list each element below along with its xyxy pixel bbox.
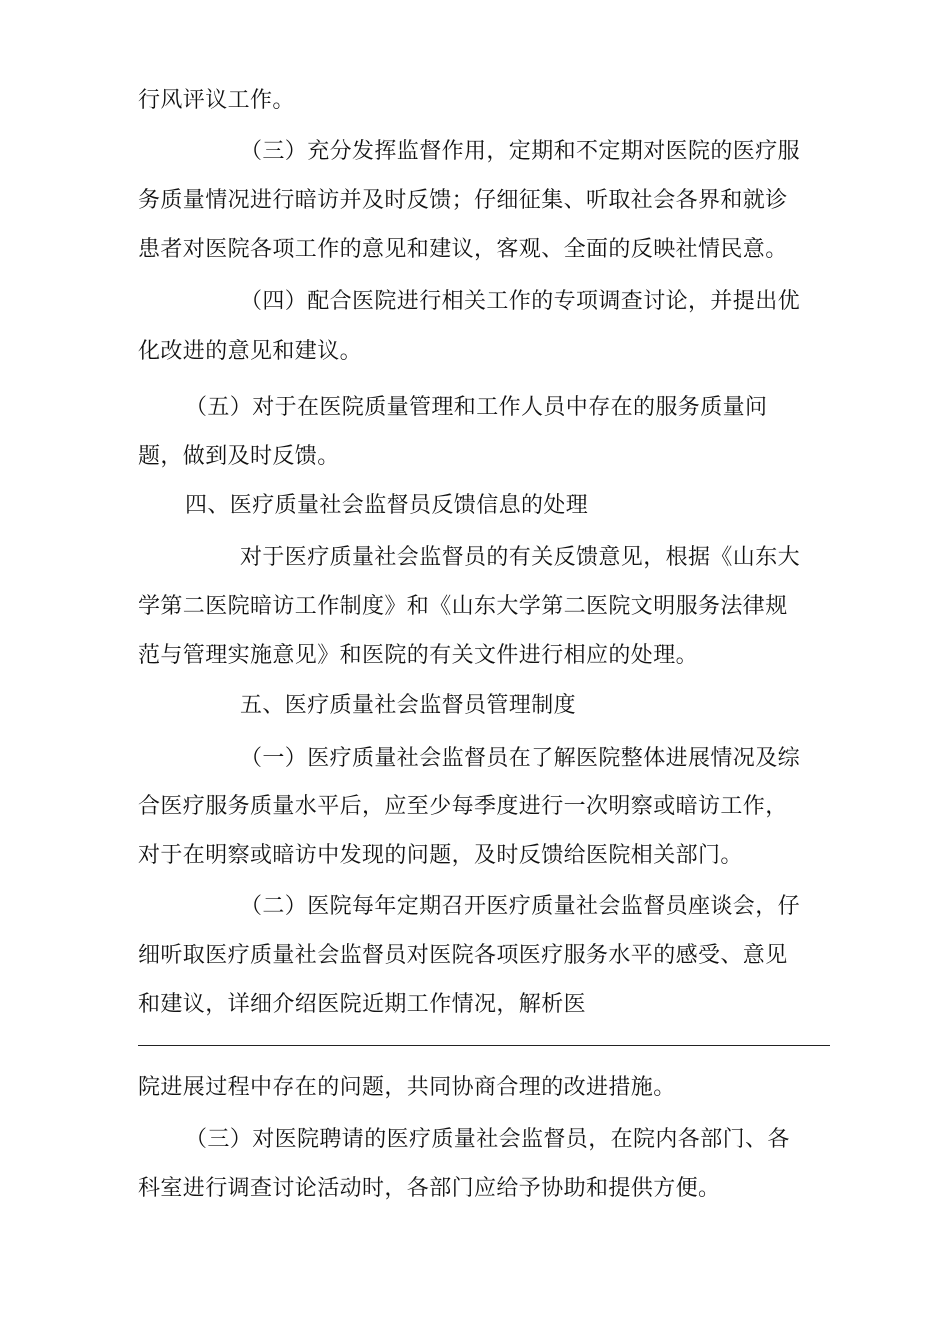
text-line: 和建议，详细介绍医院近期工作情况，解析医: [138, 992, 587, 1017]
text-line: （三）对医院聘请的医疗质量社会监督员，在院内各部门、各: [185, 1127, 790, 1152]
text-line: 范与管理实施意见》和医院的有关文件进行相应的处理。: [138, 643, 699, 668]
text-line: 行风评议工作。: [138, 88, 295, 113]
text-line: 对于在明察或暗访中发现的问题，及时反馈给医院相关部门。: [138, 843, 743, 868]
text-line: 合医疗服务质量水平后，应至少每季度进行一次明察或暗访工作，: [138, 794, 788, 819]
text-line: 细听取医疗质量社会监督员对医院各项医疗服务水平的感受、意见: [138, 943, 788, 968]
section-heading: 五、医疗质量社会监督员管理制度: [240, 693, 577, 718]
text-line: 题，做到及时反馈。: [138, 444, 340, 469]
text-line: 科室进行调查讨论活动时，各部门应给予协助和提供方便。: [138, 1176, 721, 1201]
text-line: （一）医疗质量社会监督员在了解医院整体进展情况及综: [240, 746, 801, 771]
text-line: 院进展过程中存在的问题，共同协商合理的改进措施。: [138, 1075, 676, 1100]
text-line: （三）充分发挥监督作用，定期和不定期对医院的医疗服: [240, 139, 801, 164]
text-line: 化改进的意见和建议。: [138, 339, 363, 364]
text-line: （四）配合医院进行相关工作的专项调查讨论，并提出优: [240, 289, 801, 314]
text-line: 对于医疗质量社会监督员的有关反馈意见，根据《山东大: [240, 545, 801, 570]
section-heading: 四、医疗质量社会监督员反馈信息的处理: [185, 493, 589, 518]
text-line: 患者对医院各项工作的意见和建议，客观、全面的反映社情民意。: [138, 237, 788, 262]
text-line: 学第二医院暗访工作制度》和《山东大学第二医院文明服务法律规: [138, 594, 788, 619]
text-line: 务质量情况进行暗访并及时反馈；仔细征集、听取社会各界和就诊: [138, 188, 788, 213]
text-line: （二）医院每年定期召开医疗质量社会监督员座谈会，仔: [240, 894, 801, 919]
text-line: （五）对于在医院质量管理和工作人员中存在的服务质量问: [185, 395, 768, 420]
page-divider: [138, 1045, 830, 1046]
